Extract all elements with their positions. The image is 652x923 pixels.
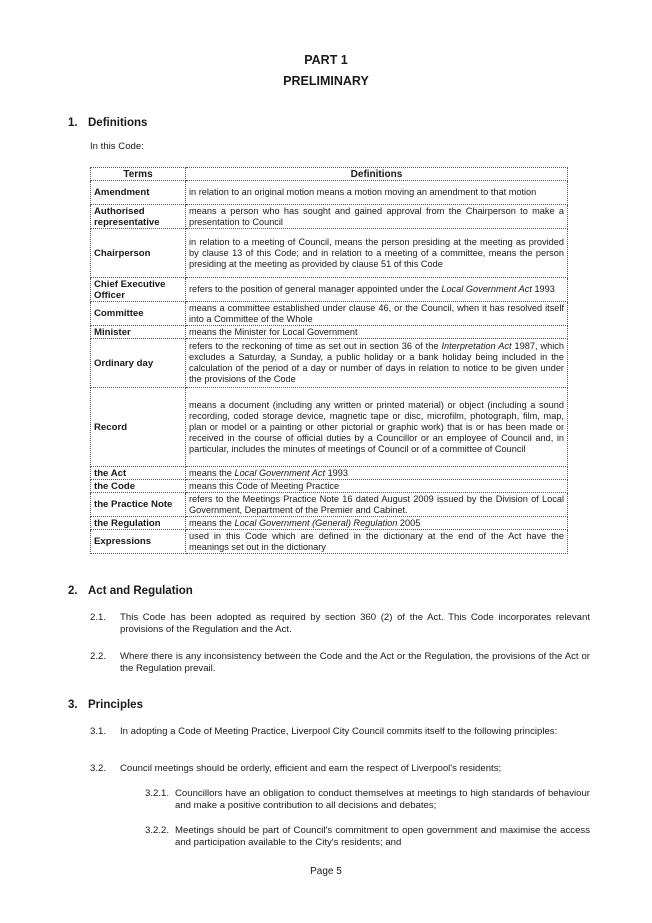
column-header-definitions: Definitions [186, 168, 568, 181]
term-cell: Chief Executive Officer [91, 278, 186, 302]
definition-cell [186, 517, 568, 530]
column-header-terms: Terms [91, 168, 186, 181]
paragraph-text: Meetings should be part of Council's commitment to open government and maximise the access and participation available to the City's residents; and [175, 825, 590, 848]
term-cell: Minister [91, 326, 186, 339]
definition-text: 2005 [397, 517, 421, 528]
definition-text: means the [189, 467, 235, 478]
term-cell: the Practice Note [91, 493, 186, 517]
definition-cell [186, 467, 568, 480]
term-cell: the Code [91, 480, 186, 493]
paragraph-number: 2.2. [90, 651, 107, 662]
definition-text: means the [189, 517, 235, 528]
paragraph-text: In adopting a Code of Meeting Practice, Liverpool City Council commits itself to the following principles: [120, 726, 558, 737]
definition-text: refers to the position of general manager appointed under the [189, 284, 442, 294]
term-cell: Expressions [91, 530, 186, 554]
table-row [91, 339, 568, 388]
part-title: PRELIMINARY [283, 74, 369, 88]
definition-cell: means a person who has sought and gained approval from the Chairperson to make a presentation to Council [186, 205, 568, 229]
act-title: Local Government Act [234, 467, 326, 478]
section-1-intro: In this Code: [90, 141, 144, 152]
definition-cell: in relation to a meeting of Council, means the person presiding at the meeting as provided by clause 13 of this Code; and in relation to a meeting of a committee, means the person presiding at the meeting as provided by clause 51 of this Code [186, 229, 568, 278]
paragraph-number: 3.2.2. [145, 825, 170, 836]
table-header-row [91, 168, 568, 181]
term-cell: Amendment [91, 181, 186, 205]
paragraph-3-2-2 [145, 825, 590, 849]
term-cell: the Act [91, 467, 186, 480]
paragraph-text: Where there is any inconsistency between the Code and the Act or the Regulation, the provisions of the Act or the Regulation prevail. [120, 651, 590, 674]
table-row [91, 326, 568, 339]
table-row [91, 302, 568, 326]
definition-text: 1993 [531, 284, 555, 294]
table-row [91, 517, 568, 530]
table-row [91, 530, 568, 554]
definition-text: refers to the reckoning of time as set out in section 36 of the [189, 341, 442, 351]
paragraph-3-1 [90, 726, 590, 738]
section-2-heading [68, 585, 193, 597]
definition-cell: means a document (including any written or printed material) or object (including a sound recording, coded storage device, magnetic tape or disc, microfilm, photograph, film, map, plan or model or a painting or other pictorial or graphic work) that is or has been made or received in the course of official duties by a Councillor or an employee of Council and, in particular, includes the minutes of meetings of Council or of a committee of Council [186, 388, 568, 467]
section-3-number: 3. [68, 699, 78, 711]
paragraph-text: Council meetings should be orderly, efficient and earn the respect of Liverpool's residents; [120, 763, 502, 774]
term-cell: Chairperson [91, 229, 186, 278]
term-cell: Authorised representative [91, 205, 186, 229]
definition-cell [186, 339, 568, 388]
table-row [91, 205, 568, 229]
definition-cell: means a committee established under clause 46, or the Council, when it has resolved itself into a Committee of the Whole [186, 302, 568, 326]
paragraph-2-1 [90, 612, 590, 636]
table-row [91, 480, 568, 493]
definition-text: 1993 [325, 467, 349, 478]
section-3-heading [68, 699, 143, 711]
paragraph-number: 3.1. [90, 726, 107, 737]
table-row [91, 467, 568, 480]
act-title: Interpretation Act [441, 341, 512, 351]
paragraph-text: Councillors have an obligation to conduct themselves at meetings to high standards of behaviour and make a positive contribution to all decisions and debates; [175, 788, 590, 811]
section-1-title: Definitions [88, 117, 148, 129]
paragraph-3-2 [90, 763, 590, 775]
table-row [91, 229, 568, 278]
definition-cell: refers to the Meetings Practice Note 16 dated August 2009 issued by the Division of Local Government, Department of the Premier and Cabinet. [186, 493, 568, 517]
section-2-title: Act and Regulation [88, 585, 193, 597]
page-number: Page 5 [310, 866, 342, 877]
section-2-number: 2. [68, 585, 78, 597]
definition-cell: means the Minister for Local Government [186, 326, 568, 339]
section-1-heading [68, 117, 147, 129]
section-1-number: 1. [68, 117, 78, 129]
act-title: Local Government (General) Regulation [234, 517, 398, 528]
definition-cell: used in this Code which are defined in the dictionary at the end of the Act have the meanings set out in the dictionary [186, 530, 568, 554]
paragraph-3-2-1 [145, 788, 590, 812]
act-title: Local Government Act [441, 284, 532, 294]
part-number: PART 1 [304, 53, 348, 67]
table-row [91, 493, 568, 517]
definition-cell: means this Code of Meeting Practice [186, 480, 568, 493]
paragraph-number: 3.2. [90, 763, 107, 774]
term-cell: the Regulation [91, 517, 186, 530]
definition-cell [186, 278, 568, 302]
term-cell: Ordinary day [91, 339, 186, 388]
paragraph-number: 3.2.1. [145, 788, 170, 799]
paragraph-2-2 [90, 651, 590, 675]
paragraph-number: 2.1. [90, 612, 107, 623]
table-row [91, 181, 568, 205]
definition-text: 1987, which excludes a Saturday, a Sunday, a public holiday or a bank holiday being included in the calculation of the period of a day or number of days in relation to notice to be given under the provisions of the Code [189, 341, 564, 384]
paragraph-text: This Code has been adopted as required by section 360 (2) of the Act. This Code incorporates relevant provisions of the Regulation and the Act. [120, 612, 590, 635]
table-row [91, 388, 568, 467]
term-cell: Record [91, 388, 186, 467]
term-cell: Committee [91, 302, 186, 326]
section-3-title: Principles [88, 699, 143, 711]
definitions-table [90, 167, 568, 554]
definition-cell: in relation to an original motion means a motion moving an amendment to that motion [186, 181, 568, 205]
table-row [91, 278, 568, 302]
